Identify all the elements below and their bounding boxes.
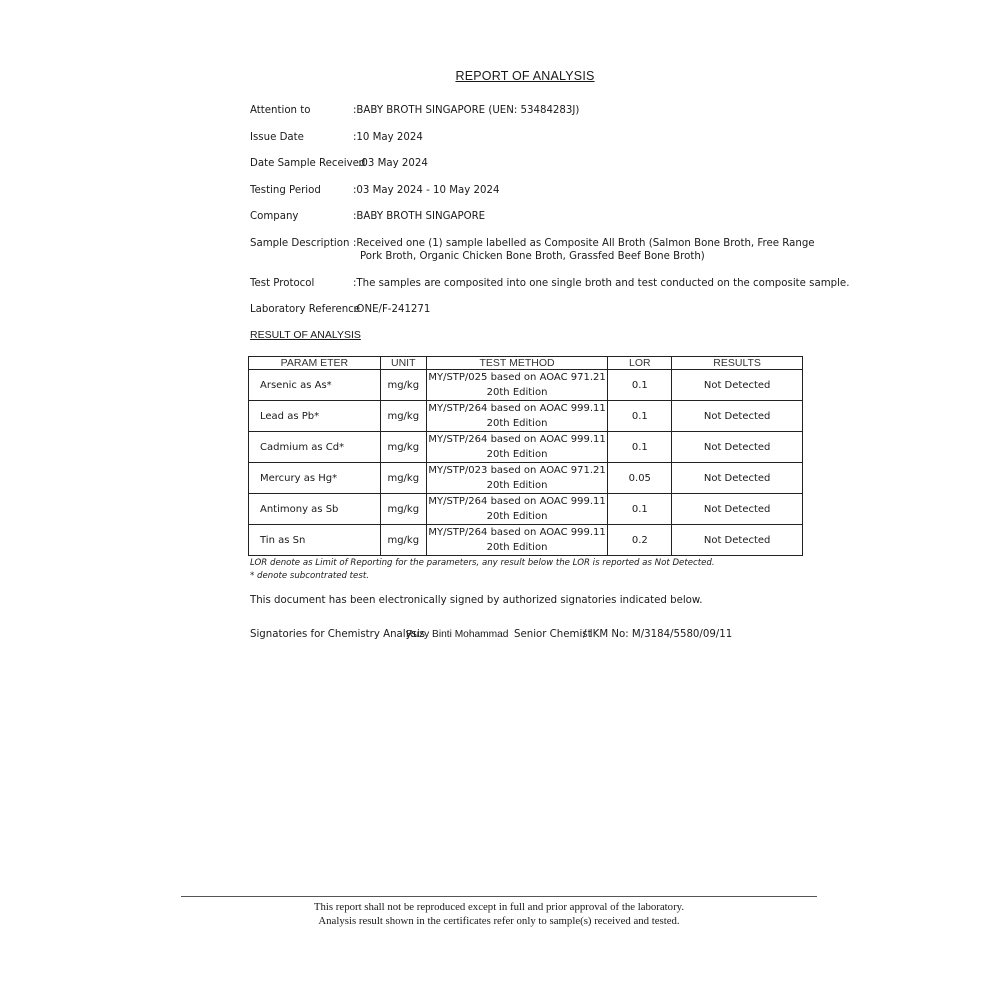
results-table	[248, 356, 803, 556]
method-line: MY/STP/264 based on AOAC 999.11	[428, 434, 606, 445]
signatory-name: Ruzy Binti Mohammad	[406, 629, 509, 640]
method-edition: 20th Edition	[486, 418, 548, 429]
cell-unit: mg/kg	[380, 494, 426, 525]
cell-method	[426, 432, 608, 463]
signed-statement: This document has been electronically signed by authorized signatories indicated below.	[250, 595, 703, 606]
field-label: Test Protocol	[250, 278, 315, 289]
cell-lor: 0.1	[608, 432, 672, 463]
cell-result: Not Detected	[672, 401, 803, 432]
method-line: MY/STP/264 based on AOAC 999.11	[428, 527, 606, 538]
footer-line: Analysis result shown in the certificates refer only to sample(s) received and tested.	[318, 915, 680, 927]
column-header-method: TEST METHOD	[426, 357, 608, 370]
column-header-results: RESULTS	[672, 357, 803, 370]
field-label: Date Sample Received	[250, 158, 366, 169]
cell-parameter: Tin as Sn	[249, 525, 381, 556]
lor-note: LOR denote as Limit of Reporting for the parameters, any result below the LOR is reported as Not Detected.	[250, 558, 715, 568]
cell-lor: 0.1	[608, 494, 672, 525]
field-label: Issue Date	[250, 132, 304, 143]
cell-lor: 0.05	[608, 463, 672, 494]
cell-method	[426, 494, 608, 525]
method-edition: 20th Edition	[486, 449, 548, 460]
table-row	[249, 494, 803, 525]
method-line: MY/STP/264 based on AOAC 999.11	[428, 496, 606, 507]
column-header-unit: UNIT	[380, 357, 426, 370]
subcontract-note: * denote subcontrated test.	[250, 571, 369, 581]
cell-unit: mg/kg	[380, 432, 426, 463]
cell-lor: 0.1	[608, 401, 672, 432]
report-title: REPORT OF ANALYSIS	[455, 69, 595, 83]
field-label: Laboratory Reference	[250, 304, 361, 315]
column-header-parameter: PARAM ETER	[249, 357, 381, 370]
table-header-row	[249, 357, 803, 370]
table-row	[249, 463, 803, 494]
signatory-title: Senior Chemist	[514, 629, 592, 640]
field-label: Company	[250, 211, 299, 222]
cell-method	[426, 463, 608, 494]
field-value: :Received one (1) sample labelled as Composite All Broth (Salmon Bone Broth, Free Range	[353, 238, 815, 249]
field-value-continued: Pork Broth, Organic Chicken Bone Broth, Grassfed Beef Bone Broth)	[360, 251, 705, 262]
cell-parameter: Antimony as Sb	[249, 494, 381, 525]
cell-unit: mg/kg	[380, 463, 426, 494]
signatory-ikm: / IKM No: M/3184/5580/09/11	[583, 629, 733, 640]
method-edition: 20th Edition	[486, 511, 548, 522]
field-value: :03 May 2024	[358, 158, 428, 169]
field-value: :BABY BROTH SINGAPORE	[353, 211, 486, 222]
field-value: :10 May 2024	[353, 132, 423, 143]
method-edition: 20th Edition	[486, 480, 548, 491]
method-line: MY/STP/023 based on AOAC 971.21	[428, 465, 606, 476]
footer-line: This report shall not be reproduced except in full and prior approval of the laboratory.	[313, 901, 685, 913]
cell-result: Not Detected	[672, 432, 803, 463]
cell-lor: 0.2	[608, 525, 672, 556]
cell-result: Not Detected	[672, 525, 803, 556]
footer	[181, 900, 817, 928]
cell-unit: mg/kg	[380, 401, 426, 432]
cell-unit: mg/kg	[380, 525, 426, 556]
section-title: RESULT OF ANALYSIS	[250, 329, 361, 341]
field-label: Attention to	[250, 105, 311, 116]
method-edition: 20th Edition	[486, 387, 548, 398]
cell-result: Not Detected	[672, 494, 803, 525]
cell-unit: mg/kg	[380, 370, 426, 401]
cell-parameter: Mercury as Hg*	[249, 463, 381, 494]
field-value: :The samples are composited into one single broth and test conducted on the composite sample.	[353, 278, 850, 289]
table-notes	[250, 557, 715, 583]
cell-result: Not Detected	[672, 370, 803, 401]
cell-parameter: Cadmium as Cd*	[249, 432, 381, 463]
column-header-lor: LOR	[608, 357, 672, 370]
cell-lor: 0.1	[608, 370, 672, 401]
field-label: Testing Period	[250, 185, 321, 196]
table-row	[249, 401, 803, 432]
footer-divider	[181, 896, 817, 897]
cell-result: Not Detected	[672, 463, 803, 494]
cell-parameter: Arsenic as As*	[249, 370, 381, 401]
cell-parameter: Lead as Pb*	[249, 401, 381, 432]
table-row	[249, 432, 803, 463]
method-line: MY/STP/025 based on AOAC 971.21	[428, 372, 606, 383]
field-value: :ONE/F-241271	[353, 304, 431, 315]
method-edition: 20th Edition	[486, 542, 548, 553]
cell-method	[426, 525, 608, 556]
method-line: MY/STP/264 based on AOAC 999.11	[428, 403, 606, 414]
field-value: :BABY BROTH SINGAPORE (UEN: 53484283J)	[353, 105, 580, 116]
table-row	[249, 370, 803, 401]
table-row	[249, 525, 803, 556]
field-label: Sample Description	[250, 238, 350, 249]
signatory-label: Signatories for Chemistry Analysis	[250, 629, 426, 640]
cell-method	[426, 370, 608, 401]
cell-method	[426, 401, 608, 432]
field-value: :03 May 2024 - 10 May 2024	[353, 185, 500, 196]
